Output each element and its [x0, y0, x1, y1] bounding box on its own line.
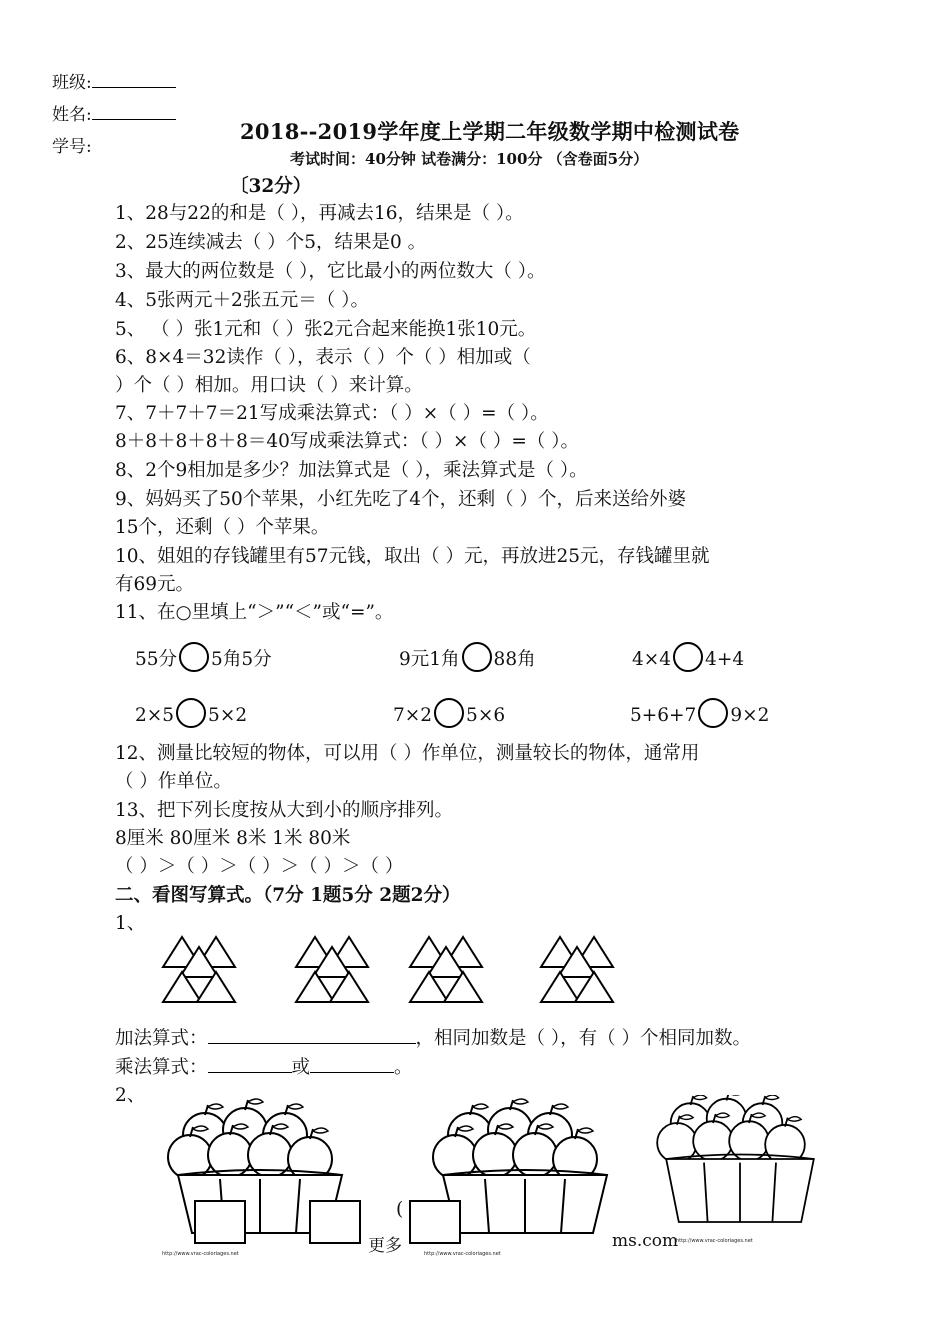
question-line: 6、8×4＝32读作（ ），表示（ ）个（ ）相加或（: [115, 347, 531, 368]
compare-circle[interactable]: [176, 698, 206, 728]
question-line: 8、2个9相加是多少？加法算式是（ ），乘法算式是（ ）。: [115, 460, 588, 481]
question-line: 13、把下列长度按从大到小的顺序排列。: [115, 800, 454, 821]
compare-right: 88角: [493, 649, 536, 670]
class-blank[interactable]: [92, 71, 176, 88]
name-label: 姓名:: [52, 105, 92, 125]
addition-blank[interactable]: [208, 1025, 416, 1044]
multiplication-label: 乘法算式：: [115, 1057, 208, 1078]
question-line: 1、28与22的和是（ ），再减去16，结果是（ ）。: [115, 203, 524, 224]
question-line: 7、7＋7＋7＝21写成乘法算式：（ ）×（ ）=（ ）。: [115, 403, 549, 424]
question-line: （ ）作单位。: [115, 771, 232, 792]
compare-right: 9×2: [730, 705, 770, 726]
section1-score: 〔32分）: [230, 176, 312, 197]
question-line: 3、最大的两位数是（ ），它比最小的两位数大（ ）。: [115, 261, 546, 282]
question-line: （ ）＞（ ）＞（ ）＞（ ）＞（ ）: [115, 856, 404, 877]
question-line: ）个（ ）相加。用口诀（ ）来计算。: [115, 375, 423, 396]
end-mark: 。: [394, 1057, 413, 1078]
section2-heading: 二、看图写算式。（7分 1题5分 2题2分）: [115, 885, 461, 906]
compare-right: 5×2: [208, 705, 248, 726]
compare-circle[interactable]: [698, 698, 728, 728]
or-label: 或: [291, 1057, 311, 1078]
compare-right: 4+4: [705, 649, 745, 670]
question-line: 12、测量比较短的物体，可以用（ ）作单位，测量较长的物体，通常用: [115, 743, 700, 764]
question-line: 有69元。: [115, 574, 195, 595]
question-line: 9、妈妈买了50个苹果，小红先吃了4个，还剩（ ）个，后来送给外婆: [115, 489, 686, 510]
exam-subtitle: 考试时间：40分钟 试卷满分：100分 （含卷面5分）: [290, 150, 649, 168]
compare-item: [399, 645, 536, 675]
triangle-group: [296, 937, 368, 1002]
basket: [657, 1095, 814, 1222]
compare-right: 5×6: [466, 705, 506, 726]
question-line: 5、 （ ）张1元和（ ）张2元合起来能换1张10元。: [115, 319, 537, 340]
q2-label: 2、: [115, 1085, 146, 1106]
compare-right: 5角5分: [211, 649, 272, 670]
compare-item: [135, 645, 272, 675]
triangle-group: [163, 937, 235, 1002]
question-line: 8＋8＋8＋8＋8＝40写成乘法算式：（ ）×（ ）=（ ）。: [115, 431, 580, 452]
question-line: 8厘米 80厘米 8米 1米 80米: [115, 828, 351, 849]
answer-box[interactable]: [409, 1200, 461, 1244]
answer-box[interactable]: [194, 1200, 246, 1244]
compare-item: [135, 701, 247, 731]
name-field: [52, 100, 176, 125]
multiplication-blank-2[interactable]: [310, 1054, 394, 1073]
triangle-group: [541, 937, 613, 1002]
compare-item: [393, 701, 505, 731]
page-title: 2018--2019学年度上学期二年级数学期中检测试卷: [240, 119, 740, 144]
compare-left: 5+6+7: [630, 705, 697, 726]
compare-left: 4×4: [632, 649, 672, 670]
addition-tail: ，相同加数是（ ），有（ ）个相同加数。: [415, 1028, 752, 1049]
apple-baskets: [150, 1095, 830, 1245]
question-line: 10、姐姐的存钱罐里有57元钱，取出（ ）元，再放进25元，存钱罐里就: [115, 546, 710, 567]
name-blank[interactable]: [92, 103, 176, 120]
compare-circle[interactable]: [673, 642, 703, 672]
compare-left: 7×2: [393, 705, 433, 726]
multiplication-blank-1[interactable]: [208, 1054, 292, 1073]
addition-label: 加法算式：: [115, 1028, 208, 1049]
class-label: 班级:: [52, 73, 92, 93]
addition-line: [115, 1025, 751, 1053]
question-line: 11、在○里填上“＞”“＜”或“=”。: [115, 602, 394, 623]
compare-circle[interactable]: [434, 698, 464, 728]
q1-label: 1、: [115, 913, 146, 934]
watermark-more: 更多: [368, 1236, 402, 1256]
compare-left: 9元1角: [399, 649, 460, 670]
image-credit: http://www.vrac-coloriages.net: [424, 1251, 501, 1257]
image-credit: http://www.vrac-coloriages.net: [162, 1251, 239, 1257]
compare-item: [630, 701, 769, 731]
id-label: 学号:: [52, 137, 92, 157]
compare-item: [632, 645, 744, 675]
compare-left: 55分: [135, 649, 178, 670]
multiplication-line: [115, 1054, 413, 1082]
watermark-site: ms.com: [612, 1231, 679, 1251]
compare-circle[interactable]: [179, 642, 209, 672]
answer-box[interactable]: [309, 1200, 361, 1244]
compare-left: 2×5: [135, 705, 175, 726]
triangle-group: [410, 937, 482, 1002]
compare-circle[interactable]: [462, 642, 492, 672]
question-line: 4、5张两元＋2张五元＝（ ）。: [115, 290, 369, 311]
watermark-paren: (: [396, 1199, 404, 1220]
question-line: 15个，还剩（ ）个苹果。: [115, 517, 330, 538]
image-credit: http://www.vrac-coloriages.net: [676, 1238, 753, 1244]
question-line: 2、25连续减去（ ）个5，结果是0 。: [115, 232, 427, 253]
triangle-figures: [155, 932, 695, 1012]
class-field: [52, 68, 176, 93]
